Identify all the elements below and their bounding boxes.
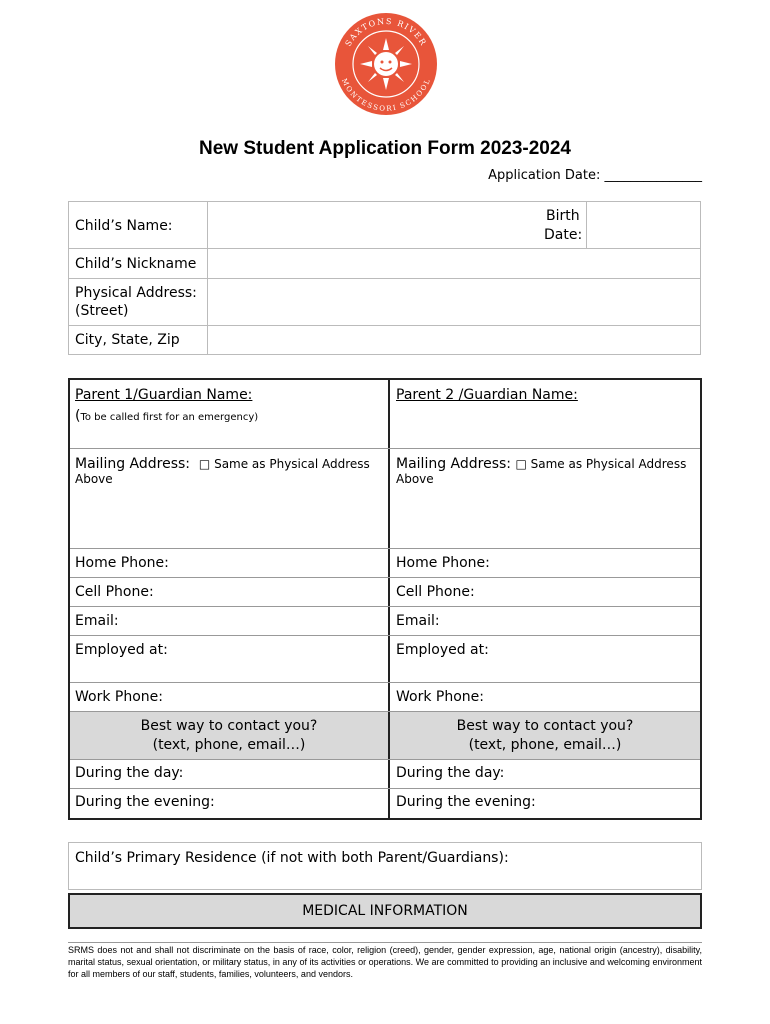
physical-address-label: Physical Address: (75, 285, 197, 301)
city-state-zip-label: City, State, Zip (75, 332, 180, 348)
parent1-cell-phone-label: Cell Phone: (75, 584, 154, 600)
parent2-home-phone-label: Home Phone: (396, 555, 490, 571)
parent2-mailing-label: Mailing Address: (396, 456, 512, 472)
childs-name-input[interactable] (209, 203, 499, 247)
parent1-work-phone-label: Work Phone: (75, 689, 163, 705)
parent2-contact-question: Best way to contact you? (456, 718, 634, 734)
parent2-same-checkbox[interactable]: □ Same as Physical Address (515, 457, 687, 471)
form-title: New Student Application Form 2023-2024 (199, 138, 571, 159)
parent1-contact-question: Best way to contact you? (140, 718, 318, 734)
parent1-name-label: Parent 1/Guardian Name: (75, 387, 253, 403)
parent1-same-checkbox[interactable]: □ Same as Physical Address (198, 457, 370, 471)
street-label: (Street) (75, 303, 129, 319)
physical-address-input[interactable] (209, 280, 699, 324)
primary-residence-label: Child’s Primary Residence (if not with both Parent/Guardians): (75, 850, 509, 866)
parent1-home-phone-label: Home Phone: (75, 555, 169, 571)
birth-label: Birth (546, 208, 580, 224)
parent2-contact-options: (text, phone, email…) (468, 737, 622, 753)
parent2-employed-label: Employed at: (396, 642, 489, 658)
parent2-cell-phone-label: Cell Phone: (396, 584, 475, 600)
parent2-work-phone-label: Work Phone: (396, 689, 484, 705)
medical-information-header: MEDICAL INFORMATION (68, 893, 702, 929)
parent2-day-label: During the day: (396, 765, 505, 781)
parent1-employed-label: Employed at: (75, 642, 168, 658)
parent2-above-label: Above (396, 472, 434, 486)
parent1-mailing-label: Mailing Address: (75, 456, 191, 472)
nickname-label: Child’s Nickname (75, 256, 197, 272)
nickname-input[interactable] (209, 250, 699, 277)
logo-top-text: SAXTONS RIVER (343, 16, 429, 48)
parent1-emergency-note: To be called first for an emergency) (80, 412, 259, 423)
parent1-evening-label: During the evening: (75, 794, 215, 810)
city-state-zip-input[interactable] (209, 327, 699, 354)
parent2-email-label: Email: (396, 613, 440, 629)
parent1-contact-options: (text, phone, email…) (152, 737, 306, 753)
parent1-day-label: During the day: (75, 765, 184, 781)
school-logo (334, 12, 438, 116)
date-label: Date: (544, 227, 583, 243)
nondiscrimination-statement: SRMS does not and shall not discriminate on the basis of race, color, religion (creed), gender, gender expression, age, national origin (ancestry), disability, marital status, sexual orientation, or military status, in any of its activities or operations. We are committed to providing an inclusive and welcoming environment for all members of our staff, students, families, volunteers, and vendors. (68, 942, 702, 980)
parent2-evening-label: During the evening: (396, 794, 536, 810)
application-date-field[interactable]: Application Date: _______________ (488, 168, 702, 183)
parent1-email-label: Email: (75, 613, 119, 629)
birth-date-input[interactable] (588, 203, 700, 247)
parent1-above-label: Above (75, 472, 113, 486)
parent2-name-label: Parent 2 /Guardian Name: (396, 387, 578, 403)
logo-bottom-text: MONTESSORI SCHOOL (339, 77, 433, 113)
parent1-emergency-paren: ( (75, 408, 81, 424)
childs-name-label: Child’s Name: (75, 218, 173, 234)
